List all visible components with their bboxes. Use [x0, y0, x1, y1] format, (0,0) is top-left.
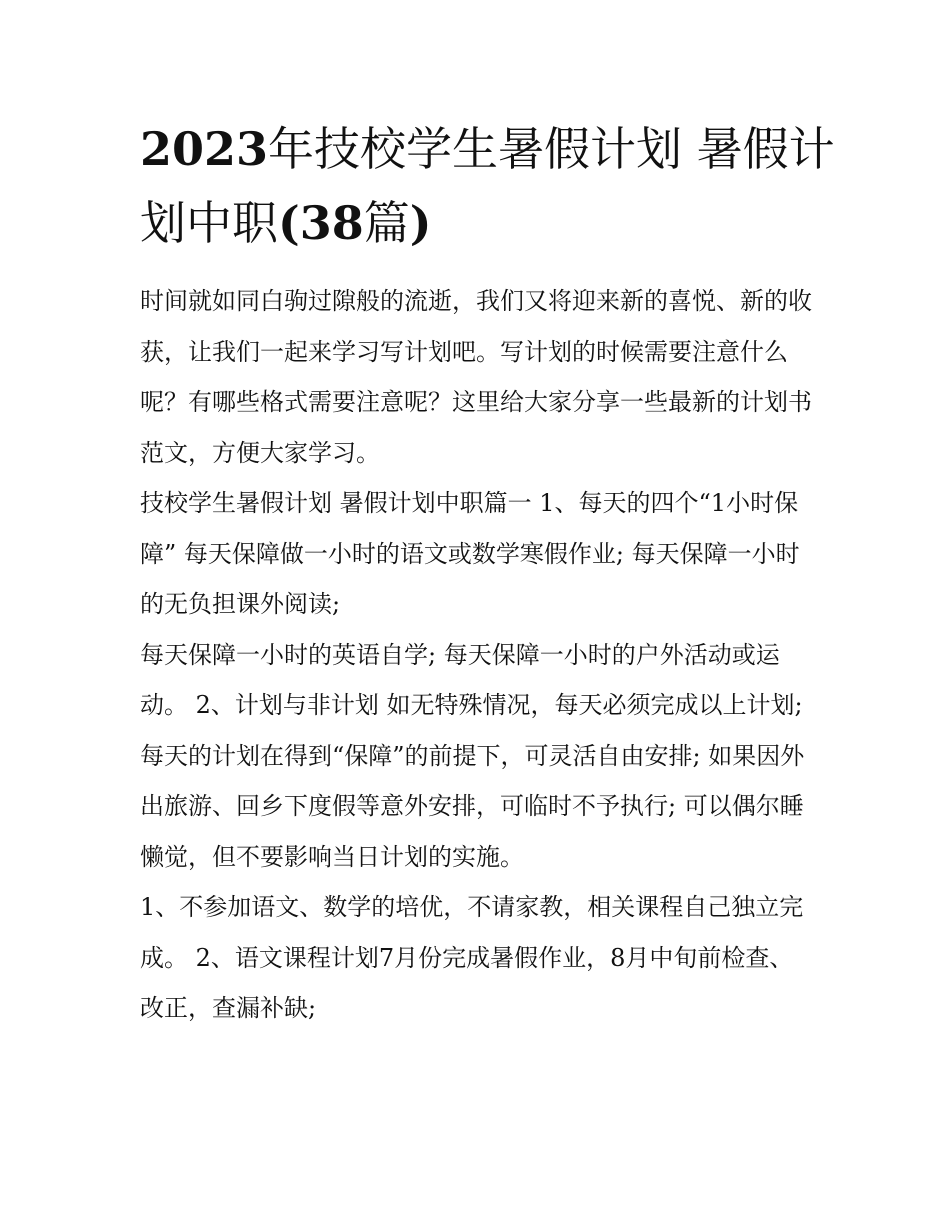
paragraph-course-plan: 1、不参加语文、数学的培优，不请家教，相关课程自己独立完成。 2、语文课程计划7月份完成暑假作业，8月中旬前检查、改正，查漏补缺; [140, 893, 804, 1022]
title-main: 年技校学生暑假计划 暑假计划中职 [140, 122, 835, 250]
paragraph-daily-plan: 每天保障一小时的英语自学; 每天保障一小时的户外活动或运动。 2、计划与非计划 如无特殊情况，每天必须完成以上计划; [140, 640, 803, 719]
title-year: 2023 [140, 122, 269, 176]
paragraph-flexible-plan: 每天的计划在得到“保障”的前提下，可灵活自由安排; 如果因外出旅游、回乡下度假等意外安排，可临时不予执行; 可以偶尔睡懒觉，但不要影响当日计划的实施。 [140, 741, 805, 871]
paragraph-section-one: 技校学生暑假计划 暑假计划中职篇一 1、每天的四个“1小时保障” 每天保障做一小时的语文或数学寒假作业; 每天保障一小时的无负担课外阅读; [140, 489, 800, 618]
title-close-paren: ) [409, 196, 432, 250]
title-count-unit: 篇 [363, 196, 410, 250]
document-title [140, 112, 840, 260]
document-body [140, 276, 816, 1034]
title-count: (38 [278, 196, 364, 250]
paragraph-intro: 时间就如同白驹过隙般的流逝，我们又将迎来新的喜悦、新的收获，让我们一起来学习写计划吧。写计划的时候需要注意什么呢？有哪些格式需要注意呢？这里给大家分享一些最新的计划书范文，方便大家学习。 [140, 287, 812, 467]
